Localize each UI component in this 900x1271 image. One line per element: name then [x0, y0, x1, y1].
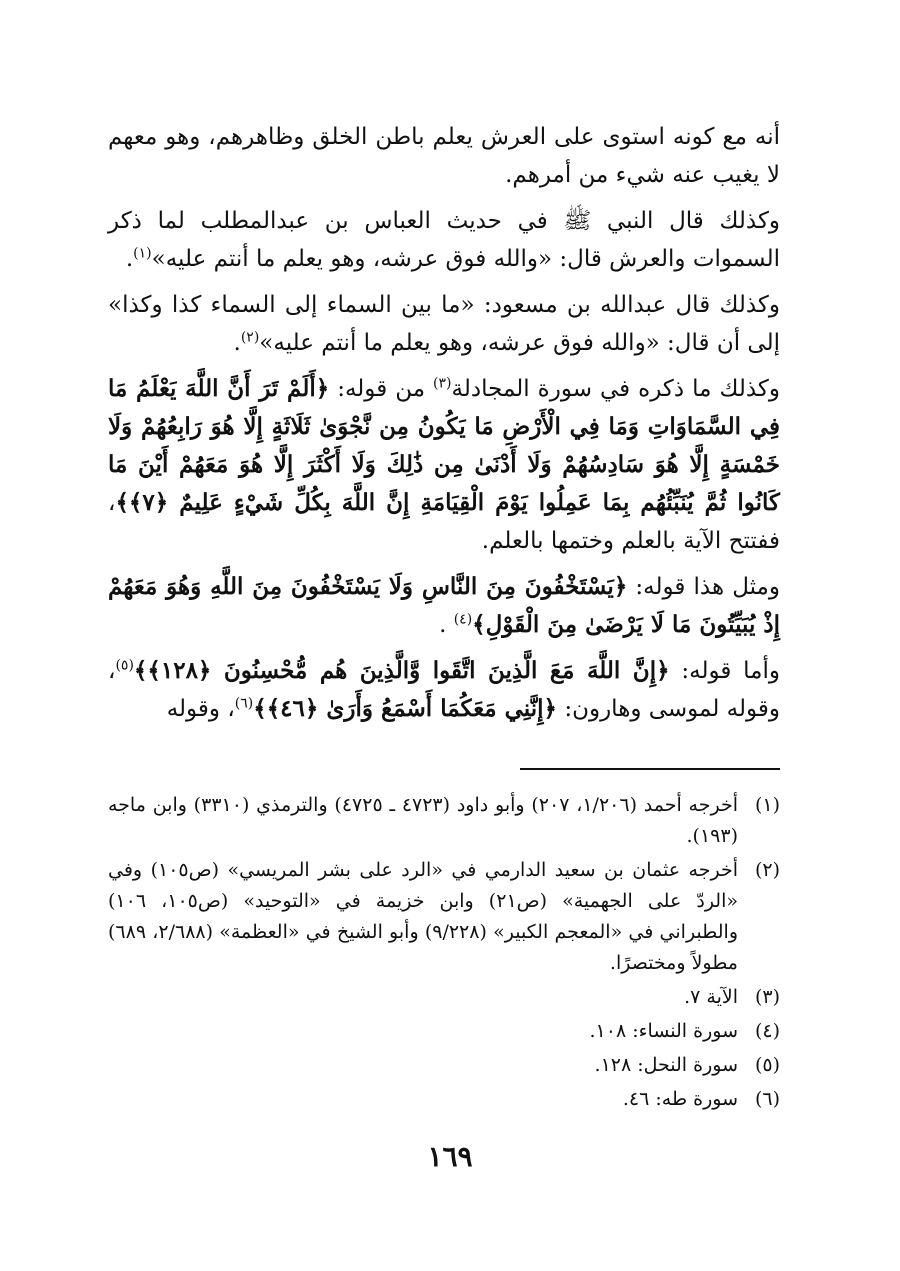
footnote-number: (٥): [754, 1054, 780, 1076]
paragraph-4-intro: وكذلك ما ذكره في سورة المجادلة: [451, 376, 780, 402]
paragraph-6: [108, 652, 780, 728]
quran-verse-nahl: ﴿إِنَّ اللَّهَ مَعَ الَّذِينَ اتَّقَوا وَّالَّذِينَ هُم مُّحْسِنُونَ ﴿١٢٨﴾﴾: [133, 657, 670, 684]
footnote-text: سورة طه: ٤٦.: [622, 1088, 738, 1110]
footnote-number: (١): [754, 794, 780, 816]
footnote-number: (٦): [754, 1088, 780, 1110]
footnote-item: [108, 855, 780, 979]
footnote-number: (٤): [754, 1020, 780, 1042]
paragraph-1: [108, 118, 780, 194]
footnote-ref-5[interactable]: (٥): [115, 657, 134, 674]
paragraph-3-text: وكذلك قال عبدالله بن مسعود: «ما بين السماء إلى السماء كذا وكذا» إلى أن قال: «والله فوق عرشه، وهو يعلم ما أنتم عليه»: [108, 292, 780, 356]
footnote-text: أخرجه عثمان بن سعيد الدارمي في «الرد على بشر المريسي» (ص١٠٥) وفي «الردّ على الجهمية» (ص٢١) وابن خزيمة في «التوحيد» (ص١٠٥، ١٠٦) والطبراني في «المعجم الكبير» (٩/٢٢٨) وأبو الشيخ في «العظمة» (٢/٦٨٨، ٦٨٩) مطولاً ومختصرًا.: [108, 859, 739, 974]
footnote-text: الآية ٧.: [684, 986, 738, 1008]
paragraph-5: [108, 568, 780, 644]
paragraph-5-end: .: [439, 612, 454, 638]
footnote-ref-4[interactable]: (٤): [453, 611, 473, 628]
footnote-item: [108, 790, 780, 852]
paragraph-4: [108, 370, 780, 560]
paragraph-2-text: وكذلك قال النبي ﷺ في حديث العباس بن عبدالمطلب لما ذكر السموات والعرش قال: «والله فوق عرشه، وهو يعلم ما أنتم عليه»: [108, 208, 780, 272]
footnote-text: سورة النحل: ١٢٨.: [594, 1054, 738, 1076]
paragraph-2-end: .: [125, 246, 134, 272]
page-number: ١٦٩: [427, 1140, 473, 1173]
footnotes: [108, 790, 780, 1118]
quran-verse-nisa: ﴿يَسْتَخْفُونَ مِنَ النَّاسِ وَلَا يَسْتَخْفُونَ مِنَ اللَّهِ وَهُوَ مَعَهُمْ إِذْ يُبَيِّتُونَ مَا لَا يَرْضَىٰ مِنَ الْقَوْلِ﴾: [108, 573, 780, 638]
footnote-ref-3[interactable]: (٣): [433, 375, 452, 392]
paragraph-4-intro-2: من قوله:: [329, 376, 434, 402]
paragraph-3-end: .: [233, 330, 241, 356]
footnote-ref-1[interactable]: (١): [133, 245, 152, 262]
paragraph-5-intro: ومثل هذا قوله:: [627, 574, 780, 600]
footnote-item: [108, 1050, 780, 1081]
quran-verse-taha: ﴿إِنَّنِي مَعَكُمَا أَسْمَعُ وَأَرَىٰ ﴿٤٦﴾﴾: [253, 695, 558, 722]
footnote-ref-2[interactable]: (٢): [240, 329, 260, 346]
paragraph-1-text: أنه مع كونه استوى على العرش يعلم باطن الخلق وظاهرهم، وهو معهم لا يغيب عنه شيء من أمرهم.: [108, 124, 780, 188]
footnote-number: (٢): [754, 859, 780, 881]
paragraph-6-intro: وأما قوله:: [669, 658, 780, 684]
main-text: [108, 118, 780, 736]
paragraph-3: [108, 286, 780, 362]
quran-verse-mujadala: ﴿أَلَمْ تَرَ أَنَّ اللَّهَ يَعْلَمُ مَا فِي السَّمَاوَاتِ وَمَا فِي الْأَرْضِ مَا يَكُونُ مِن نَّجْوَىٰ ثَلَاثَةٍ إِلَّا هُوَ رَابِعُهُمْ وَلَا خَمْسَةٍ إِلَّا هُوَ سَادِسُهُمْ وَلَا أَدْنَىٰ مِن ذَٰلِكَ وَلَا أَكْثَرَ إِلَّا هُوَ مَعَهُمْ أَيْنَ مَا كَانُوا ثُمَّ يُنَبِّئُهُم بِمَا عَمِلُوا يَوْمَ الْقِيَامَةِ إِنَّ اللَّهَ بِكُلِّ شَيْءٍ عَلِيمٌ ﴿٧﴾﴾: [108, 375, 780, 516]
footnote-ref-6[interactable]: (٦): [234, 695, 254, 712]
footnote-divider: [520, 768, 780, 770]
paragraph-4-end: ، ففتتح الآية بالعلم وختمها بالعلم.: [108, 490, 780, 554]
footnote-number: (٣): [754, 986, 780, 1008]
footnote-text: سورة النساء: ١٠٨.: [589, 1020, 738, 1042]
footnote-item: [108, 1016, 780, 1047]
footnote-item: [108, 982, 780, 1013]
paragraph-6-middle: ، وقوله لموسى وهارون:: [108, 658, 780, 722]
footnote-item: [108, 1084, 780, 1115]
paragraph-6-end: ، وقوله: [166, 696, 235, 722]
footnote-text: أخرجه أحمد (١/٢٠٦، ٢٠٧) وأبو داود (٤٧٢٣ ـ ٤٧٢٥) والترمذي (٣٣١٠) وابن ماجه (١٩٣).: [108, 794, 738, 847]
paragraph-2: [108, 202, 780, 278]
